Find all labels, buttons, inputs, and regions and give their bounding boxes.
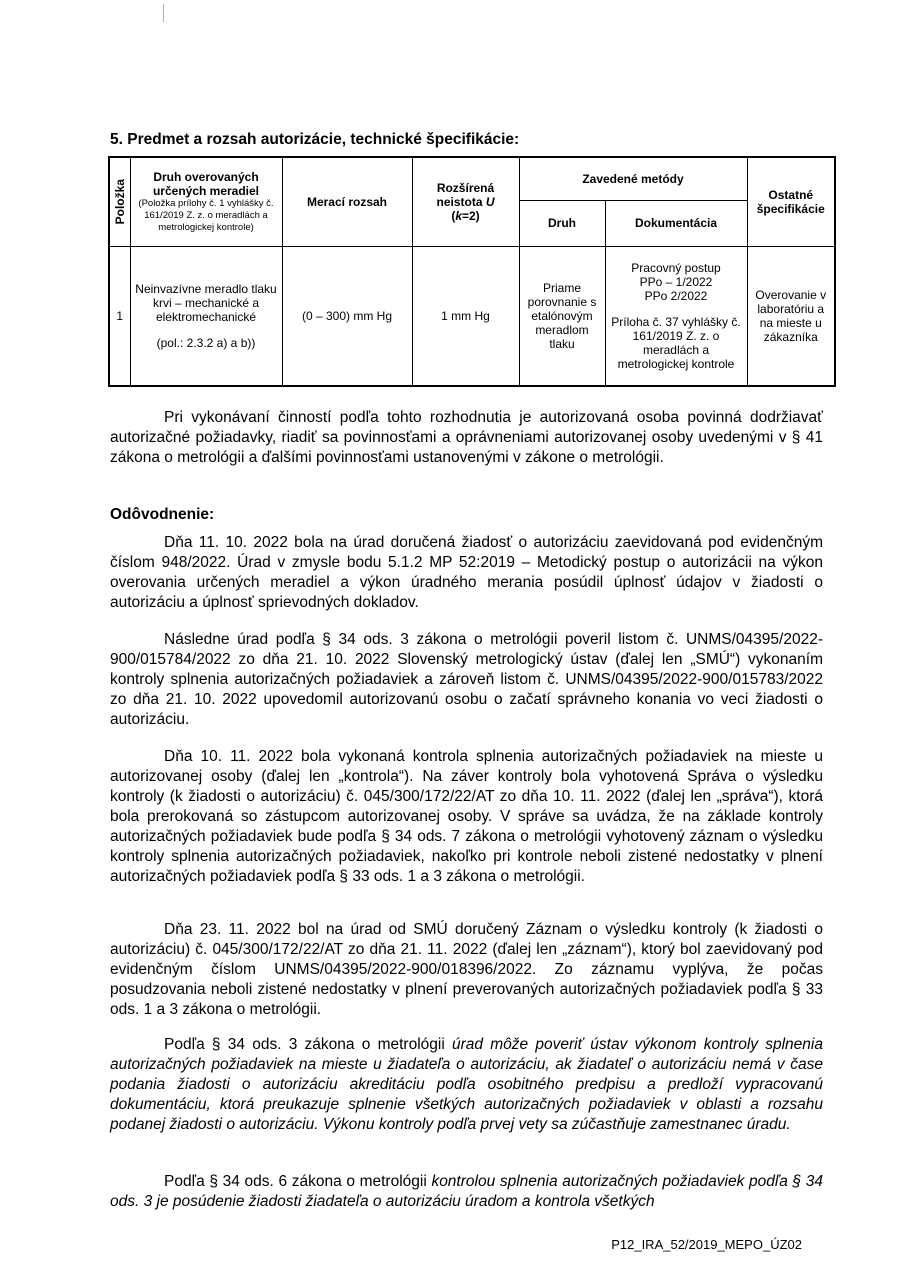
paragraph-intro: Pri vykonávaní činností podľa tohto rozhodnutia je autorizovaná osoba povinná dodržiavať autorizačné požiadavky, riadiť sa povinnosťami a oprávneniami autorizovanej osoby uvedenými v § 41 zákona o metrológii a ďalšími povinnosťami ustanovenými v zákone o metrológii. — [110, 409, 823, 466]
cell-dokumentacia: Pracovný postup PPo – 1/2022 PPo 2/2022 Príloha č. 37 vyhlášky č. 161/2019 Z. z. o meradlách a metrologickej kontrole — [605, 247, 747, 386]
paragraph-3: Dňa 10. 11. 2022 bola vykonaná kontrola splnenia autorizačných požiadaviek na mieste u autorizovanej osoby (ďalej len „kontrola“). Na záver kontroly bola vyhotovená Správa o výsledku kontroly (k žiadosti o autorizáciu) č. 045/300/172/22/AT zo dňa 10. 11. 2022 (ďalej len „správa“), ktorá bola prerokovaná so zástupcom autorizovanej osoby. V správe sa uvádza, že na základe kontroly autorizačných požiadaviek bude podľa § 34 ods. 7 zákona o metrológii vyhotovený záznam o výsledku kontroly splnenia autorizačných požiadaviek, nakoľko pri kontrole neboli zistené nedostatky v plnení autorizačných požiadaviek podľa § 33 ods. 1 a 3 zákona o metrológii. — [110, 748, 823, 885]
header-zavedene-metody: Zavedené metódy — [519, 157, 747, 200]
cell-druh-meradla: Neinvazívne meradlo tlaku krvi – mechanické a elektromechanické (pol.: 2.3.2 a) a b)) — [130, 247, 282, 386]
cell-neistota: 1 mm Hg — [412, 247, 519, 386]
cell-metoda-druh: Priame porovnanie s etalónovým meradlom tlaku — [519, 247, 605, 386]
header-druh-sub: (Položka prílohy č. 1 vyhlášky č. 161/2019 Z. z. o meradlách a metrologickej kontrole) — [138, 198, 274, 233]
header-druh: Druh — [519, 200, 605, 246]
cell-ostatne: Overovanie v laboratóriu a na mieste u zákazníka — [747, 247, 835, 386]
header-polozka: Položka — [109, 157, 130, 247]
margin-mark — [163, 4, 164, 22]
header-ostatne: Ostatné špecifikácie — [747, 157, 835, 247]
paragraph-2: Následne úrad podľa § 34 ods. 3 zákona o metrológii poveril listom č. UNMS/04395/2022-900/015784/2022 zo dňa 21. 10. 2022 Slovenský metrologický ústav (ďalej len „SMÚ“) vykonaním kontroly splnenia autorizačných požiadaviek a zároveň listom č. UNMS/04395/2022-900/015783/2022 zo dňa 21. 10. 2022 upovedomil autorizovanú osobu o začatí správneho konania vo veci žiadosti o autorizáciu. — [110, 631, 823, 728]
header-neistota: Rozšírená neistota U (k=2) — [412, 157, 519, 247]
paragraph-5: Podľa § 34 ods. 3 zákona o metrológii úrad môže poveriť ústav výkonom kontroly splnenia autorizačných požiadaviek na mieste u žiadateľa o autorizáciu, ak žiadateľ o autorizáciu nemá v čase podania žiadosti o autorizáciu akreditáciu podľa osobitného predpisu a predloží vypracovanú dokumentáciu, ktorá preukazuje splnenie všetkých autorizačných požiadaviek v oblasti a rozsahu podanej žiadosti o autorizáciu. Výkonu kontroly podľa prvej vety sa zúčastňuje zamestnanec úradu. — [110, 1036, 823, 1133]
paragraph-6: Podľa § 34 ods. 6 zákona o metrológii kontrolou splnenia autorizačných požiadaviek podľa § 34 ods. 3 je posúdenie žiadosti žiadateľa o autorizáciu úradom a kontrola všetkých — [110, 1173, 823, 1210]
section-heading: 5. Predmet a rozsah autorizácie, technické špecifikácie: — [110, 131, 520, 148]
cell-polozka: 1 — [109, 247, 130, 386]
footer-document-code: P12_IRA_52/2019_MEPO_ÚZ02 — [611, 1237, 802, 1252]
header-dokumentacia: Dokumentácia — [605, 200, 747, 246]
odovodnenie-title: Odôvodnenie: — [110, 506, 215, 523]
paragraph-1: Dňa 11. 10. 2022 bola na úrad doručená žiadosť o autorizáciu zaevidovaná pod evidenčným číslom 948/2022. Úrad v zmysle bodu 5.1.2 MP 52:2019 – Metodický postup o autorizácii na výkon overovania určených meradiel a výkon úradného merania posúdil úplnosť údajov v žiadosti o autorizáciu a úplnosť sprievodných dokladov. — [110, 534, 823, 611]
specification-table — [108, 156, 836, 387]
paragraph-4: Dňa 23. 11. 2022 bol na úrad od SMÚ doručený Záznam o výsledku kontroly (k žiadosti o autorizáciu) č. 045/300/172/22/AT zo dňa 21. 11. 2022 (ďalej len „záznam“), ktorý bol zaevidovaný pod evidenčným číslom UNMS/04395/2022-900/018396/2022. Zo záznamu vyplýva, že počas posudzovania neboli zistené nedostatky v plnení preverovaných autorizačných požiadaviek podľa § 33 ods. 1 a 3 zákona o metrológii. — [110, 921, 823, 1018]
cell-rozsah: (0 – 300) mm Hg — [282, 247, 412, 386]
header-druh-meradiel: Druh overovaných určených meradiel (Položka prílohy č. 1 vyhlášky č. 161/2019 Z. z. o meradlách a metrologickej kontrole) — [130, 157, 282, 247]
header-meraci-rozsah: Merací rozsah — [282, 157, 412, 247]
